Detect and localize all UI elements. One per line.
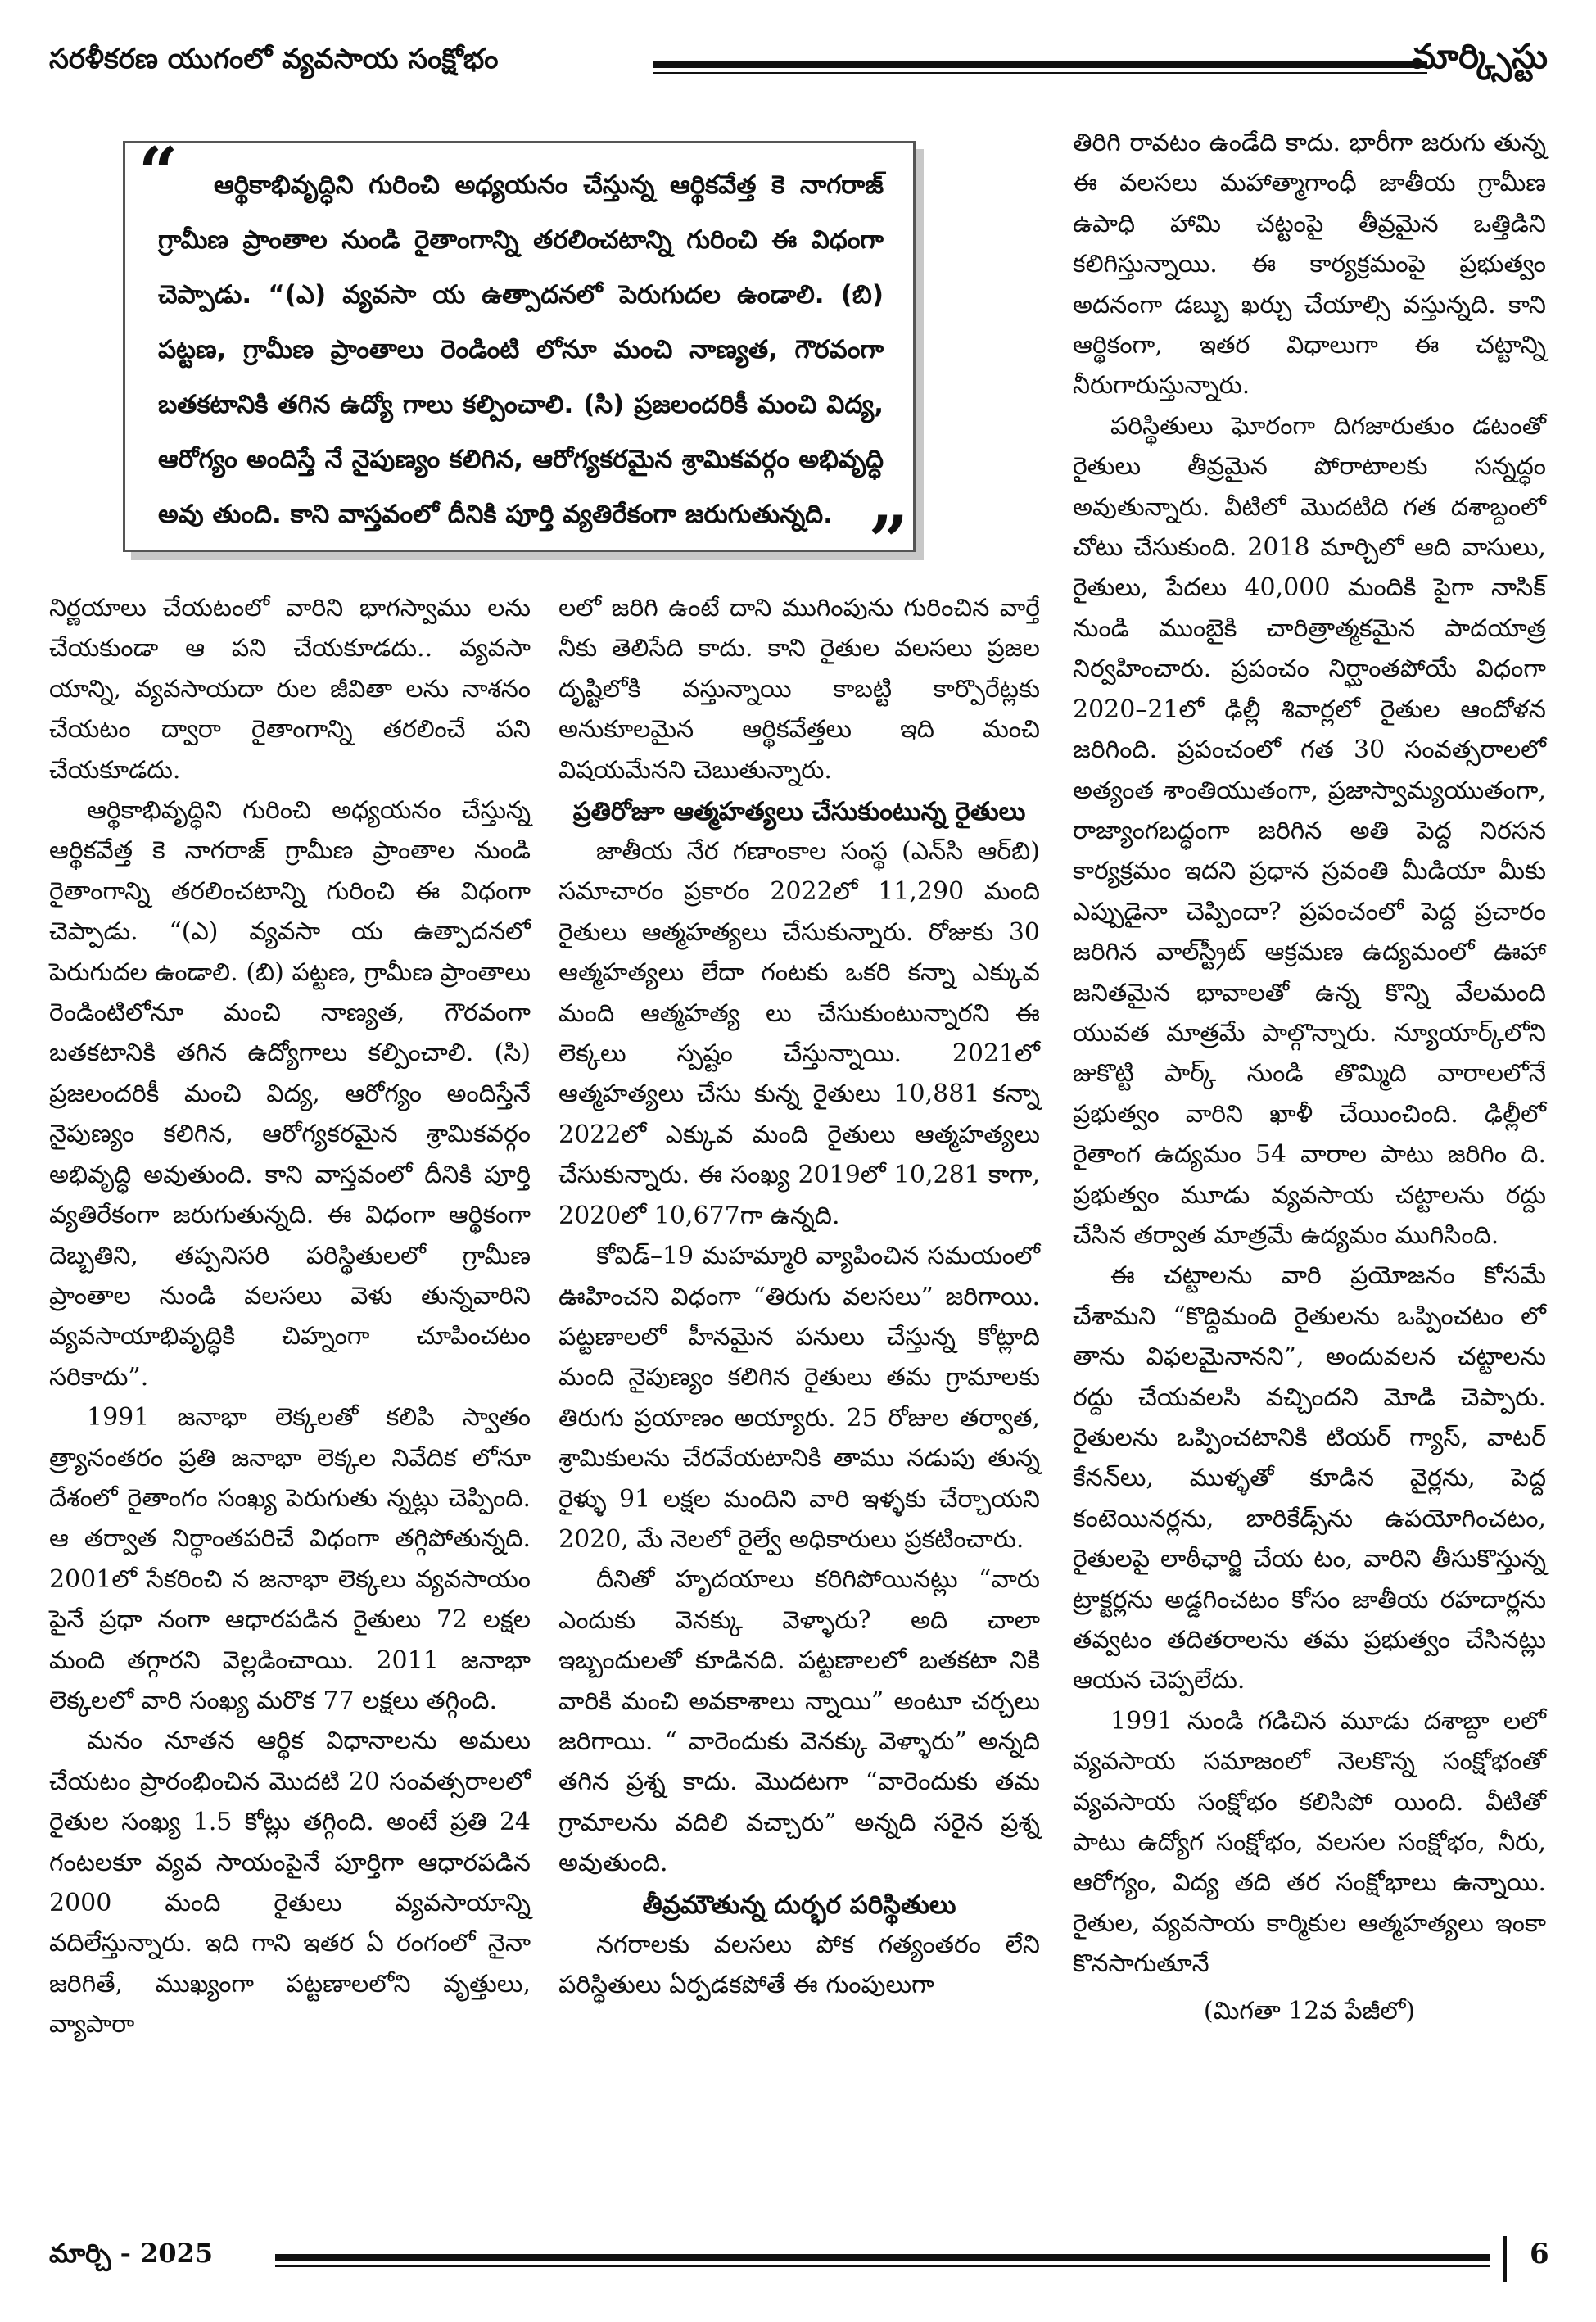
magazine-title: మార్క్సిస్టు [1411, 36, 1548, 76]
open-quote-icon: “ [138, 132, 179, 213]
article-column-middle [558, 588, 1040, 2005]
paragraph: నగరాలకు వలసలు పోక గత్యంతరం లేని పరిస్థితులు ఏర్పడకపోతే ఈ గుంపులుగా [558, 1930, 1040, 1999]
page-number: 6 [1530, 2238, 1549, 2270]
paragraph: మనం నూతన ఆర్థిక విధానాలను అమలు చేయటం ప్రారంభించిన మొదటి 20 సంవత్సరాలలో రైతుల సంఖ్య 1.5 కోట్లు తగ్గింది. అంటే ప్రతి 24 గంటలకూ వ్యవ సాయంపైనే పూర్తిగా ఆధారపడిన 2000 మంది రైతులు వ్యవసాయాన్ని వదిలేస్తున్నారు. ఇది గాని ఇతర ఏ రంగంలో నైనా జరిగితే, ముఖ్యంగా పట్టణాలలోని వృత్తులు, వ్యాపారా [49, 1727, 531, 2039]
paragraph: 1991 జనాభా లెక్కలతో కలిపి స్వాతం త్ర్యానంతరం ప్రతి జనాభా లెక్కల నివేదిక లోనూ దేశంలో రైతాంగం సంఖ్య పెరుగుతు న్నట్లు చెప్పింది. ఆ తర్వాత నిర్ధాంతపరిచే విధంగా తగ్గిపోతున్నది. 2001లో సేకరించి న జనాభా లెక్కలు వ్యవసాయం పైనే ప్రధా నంగా ఆధారపడిన రైతులు 72 లక్షల మంది తగ్గారని వెల్లడించాయి. 2011 జనాభా లెక్కలలో వారి సంఖ్య మరొక 77 లక్షలు తగ్గింది. [49, 1403, 531, 1715]
footer-divider [1503, 2236, 1507, 2282]
subheading-worsening-conditions: తీవ్రమౌతున్న దుర్భర పరిస్థితులు [642, 1890, 956, 1920]
continued-note: (మిగతా 12వ పేజీలో) [1203, 1996, 1416, 2026]
page-header [49, 36, 1548, 110]
paragraph: లలో జరిగి ఉంటే దాని ముగింపును గురించిన వార్తే నీకు తెలిసేది కాదు. కాని రైతుల వలసలు ప్రజల దృష్టిలోకి వస్తున్నాయి కాబట్టి కార్పొరేట్లకు అనుకూలమైన ఆర్థికవేత్తలు ఇది మంచి విషయమేనని చెబుతున్నారు. [558, 594, 1040, 785]
pull-quote-box [123, 132, 916, 582]
paragraph: దీనితో హృదయాలు కరిగిపోయినట్లు “వారు ఎందుకు వెనక్కు వెళ్ళారు? అది చాలా ఇబ్బందులతో కూడినది. పట్టణాలలో బతకటా నికి వారికి మంచి అవకాశాలు న్నాయి” అంటూ చర్చలు జరిగాయి. “ వారెందుకు వెనక్కు వెళ్ళారు” అన్నది తగిన ప్రశ్న కాదు. మొదటగా “వారెందుకు తమ గ్రామాలను వదిలి వచ్చారు” అన్నది సరైన ప్రశ్న అవుతుంది. [558, 1565, 1040, 1878]
issue-date: మార్చి - 2025 [49, 2238, 214, 2269]
close-quote-icon: ” [868, 500, 908, 582]
page-footer [49, 2236, 1548, 2293]
article-column-right [1073, 123, 1546, 2031]
section-title: సరళీకరణ యుగంలో వ్యవసాయ సంక్షోభం [49, 43, 499, 75]
paragraph: ఈ చట్టాలను వారి ప్రయోజనం కోసమే చేశామని “కొద్దిమంది రైతులను ఒప్పించటం లో తాను విఫలమైనానని”, అందువలన చట్టాలను రద్దు చేయవలసి వచ్చిందని మోడి చెప్పారు. రైతులను ఒప్పించటానికి టియర్‌ గ్యాస్‌, వాటర్‌ కేనన్‌లు, ముళ్ళతో కూడిన వైర్లను, పెద్ద కంటెయినర్లను, బారికేడ్స్‌ను ఉపయోగించటం, రైతులపై లాఠీఛార్జి చేయ టం, వారిని తీసుకొస్తున్న ట్రాక్టర్లను అడ్డగించటం కోసం జాతీయ రహదార్లను తవ్వటం తదితరాలను తమ ప్రభుత్వం చేసినట్లు ఆయన చెప్పలేదు. [1073, 1261, 1546, 1695]
header-rule [653, 61, 1427, 68]
pull-quote-text: ఆర్థికాభివృద్ధిని గురించి అధ్యయనం చేస్తున్న ఆర్థికవేత్త కె నాగరాజ్‌ గ్రామీణ ప్రాంతాల నుండి రైతాంగాన్ని తరలించటాన్ని గురించి ఈ విధంగా చెప్పాడు. “(ఎ) వ్యవసా య ఉత్పాదనలో పెరుగుదల ఉండాలి. (బి) పట్టణ, గ్రామీణ ప్రాంతాలు రెండింటి లోనూ మంచి నాణ్యత, గౌరవంగా బతకటానికి తగిన ఉద్యో గాలు కల్పించాలి. (సి) ప్రజలందరికీ మంచి విద్య, ఆరోగ్యం అందిస్తే నే నైపుణ్యం కలిగిన, ఆరోగ్యకరమైన శ్రామికవర్గం అభివృద్ధి అవు తుంది. కాని వాస్తవంలో దీనికి పూర్తి వ్యతిరేకంగా జరుగుతున్నది. [158, 170, 884, 529]
article-column-left [49, 588, 531, 2045]
paragraph: కోవిడ్‌–19 మహమ్మారి వ్యాపించిన సమయంలో ఊహించని విధంగా “తిరుగు వలసలు” జరిగాయి. పట్టణాలలో హీనమైన పనులు చేస్తున్న కోట్లాది మంది నైపుణ్యం కలిగిన రైతులు తమ గ్రామాలకు తిరుగు ప్రయాణం అయ్యారు. 25 రోజుల తర్వాత, శ్రామికులను చేరవేయటానికి తాము నడుపు తున్న రైళ్ళు 91 లక్షల మందిని వారి ఇళ్ళకు చేర్చాయని 2020, మే నెలలో రైల్వే అధికారులు ప్రకటించారు. [558, 1242, 1040, 1554]
paragraph: ఆర్థికాభివృద్ధిని గురించి అధ్యయనం చేస్తున్న ఆర్థికవేత్త కె నాగరాజ్‌ గ్రామీణ ప్రాంతాల నుండి రైతాంగాన్ని తరలించటాన్ని గురించి ఈ విధంగా చెప్పాడు. “(ఎ) వ్యవసా య ఉత్పాదనలో పెరుగుదల ఉండాలి. (బి) పట్టణ, గ్రామీణ ప్రాంతాలు రెండింటిలోనూ మంచి నాణ్యత, గౌరవంగా బతకటానికి తగిన ఉద్యోగాలు కల్పించాలి. (సి) ప్రజలందరికీ మంచి విద్య, ఆరోగ్యం అందిస్తేనే నైపుణ్యం కలిగిన, ఆరోగ్యకరమైన శ్రామికవర్గం అభివృద్ధి అవుతుంది. కాని వాస్తవంలో దీనికి పూర్తి వ్యతిరేకంగా జరుగుతున్నది. ఈ విధంగా ఆర్థికంగా దెబ్బతిని, తప్పనిసరి పరిస్థితులలో గ్రామీణ ప్రాంతాల నుండి వలసలు వెళు తున్నవారిని వ్యవసాయాభివృద్ధికి చిహ్నంగా చూపించటం సరికాదు”. [49, 796, 531, 1392]
paragraph: పరిస్థితులు ఘోరంగా దిగజారుతుం డటంతో రైతులు తీవ్రమైన పోరాటాలకు సన్నద్ధం అవుతున్నారు. వీటిలో మొదటిది గత దశాబ్దంలో చోటు చేసుకుంది. 2018 మార్చిలో ఆది వాసులు, రైతులు, పేదలు 40,000 మందికి పైగా నాసిక్‌ నుండి ముంబైకి చారిత్రాత్మకమైన పాదయాత్ర నిర్వహించారు. ప్రపంచం నిర్ఘాంతపోయే విధంగా 2020–21లో ఢిల్లీ శివార్లలో రైతుల ఆందోళన జరిగింది. ప్రపంచంలో గత 30 సంవత్సరాలలో అత్యంత శాంతియుతంగా, ప్రజాస్వామ్యయుతంగా, రాజ్యాంగబద్ధంగా జరిగిన అతి పెద్ద నిరసన కార్యక్రమం ఇదని ప్రధాన స్రవంతి మీడియా మీకు ఎప్పుడైనా చెప్పిందా? ప్రపంచంలో పెద్ద ప్రచారం జరిగిన వాల్‌స్ట్రీట్‌ ఆక్రమణ ఉద్యమంలో ఊహా జనితమైన భావాలతో ఉన్న కొన్ని వేలమంది యువత మాత్రమే పాల్గొన్నారు. న్యూయార్క్‌లోని జుకొట్టి పార్క్‌ నుండి తొమ్మిది వారాలలోనే ప్రభుత్వం వారిని ఖాళీ చేయించింది. ఢిల్లీలో రైతాంగ ఉద్యమం 54 వారాల పాటు జరిగిం ది. ప్రభుత్వం మూడు వ్యవసాయ చట్టాలను రద్దు చేసిన తర్వాత మాత్రమే ఉద్యమం ముగిసింది. [1073, 411, 1546, 1250]
header-rule-thin [653, 72, 1427, 74]
subheading-farmer-suicides: ప్రతిరోజూ ఆత్మహత్యలు చేసుకుంటున్న రైతులు [572, 797, 1026, 827]
footer-rule-thin [275, 2265, 1490, 2267]
paragraph: 1991 నుండి గడిచిన మూడు దశాబ్దా లలో వ్యవసాయ సమాజంలో నెలకొన్న సంక్షోభంతో వ్యవసాయ సంక్షోభం కలిసిపో యింది. వీటితో పాటు ఉద్యోగ సంక్షోభం, వలసల సంక్షోభం, నీరు, ఆరోగ్యం, విద్య తది తర సంక్షోభాలు ఉన్నాయి. రైతుల, వ్యవసాయ కార్మికుల ఆత్మహత్యలు ఇంకా కొనసాగుతూనే [1073, 1706, 1546, 1979]
paragraph: తిరిగి రావటం ఉండేది కాదు. భారీగా జరుగు తున్న ఈ వలసలు మహాత్మాగాంధీ జాతీయ గ్రామీణ ఉపాధి హామి చట్టంపై తీవ్రమైన ఒత్తిడిని కలిగిస్తున్నాయి. ఈ కార్యక్రమంపై ప్రభుత్వం అదనంగా డబ్బు ఖర్చు చేయాల్సి వస్తున్నది. కాని ఆర్థికంగా, ఇతర విధాలుగా ఈ చట్టాన్ని నీరుగారుస్తున్నారు. [1073, 129, 1546, 401]
footer-rule [275, 2254, 1490, 2261]
paragraph: నిర్ణయాలు చేయటంలో వారిని భాగస్వాము లను చేయకుండా ఆ పని చేయకూడదు.. వ్యవసా యాన్ని, వ్యవసాయదా రుల జీవితా లను నాశనం చేయటం ద్వారా రైతాంగాన్ని తరలించే పని చేయకూడదు. [49, 594, 531, 785]
paragraph: జాతీయ నేర గణాంకాల సంస్థ (ఎన్‌సి ఆర్‌బి) సమాచారం ప్రకారం 2022లో 11,290 మంది రైతులు ఆత్మహత్యలు చేసుకున్నారు. రోజుకు 30 ఆత్మహత్యలు లేదా గంటకు ఒకరి కన్నా ఎక్కువ మంది ఆత్మహత్య లు చేసుకుంటున్నారని ఈ లెక్కలు స్పష్టం చేస్తున్నాయి. 2021లో ఆత్మహత్యలు చేసు కున్న రైతులు 10,881 కన్నా 2022లో ఎక్కువ మంది రైతులు ఆత్మహత్యలు చేసుకున్నారు. ఈ సంఖ్య 2019లో 10,281 కాగా, 2020లో 10,677గా ఉన్నది. [558, 837, 1040, 1230]
